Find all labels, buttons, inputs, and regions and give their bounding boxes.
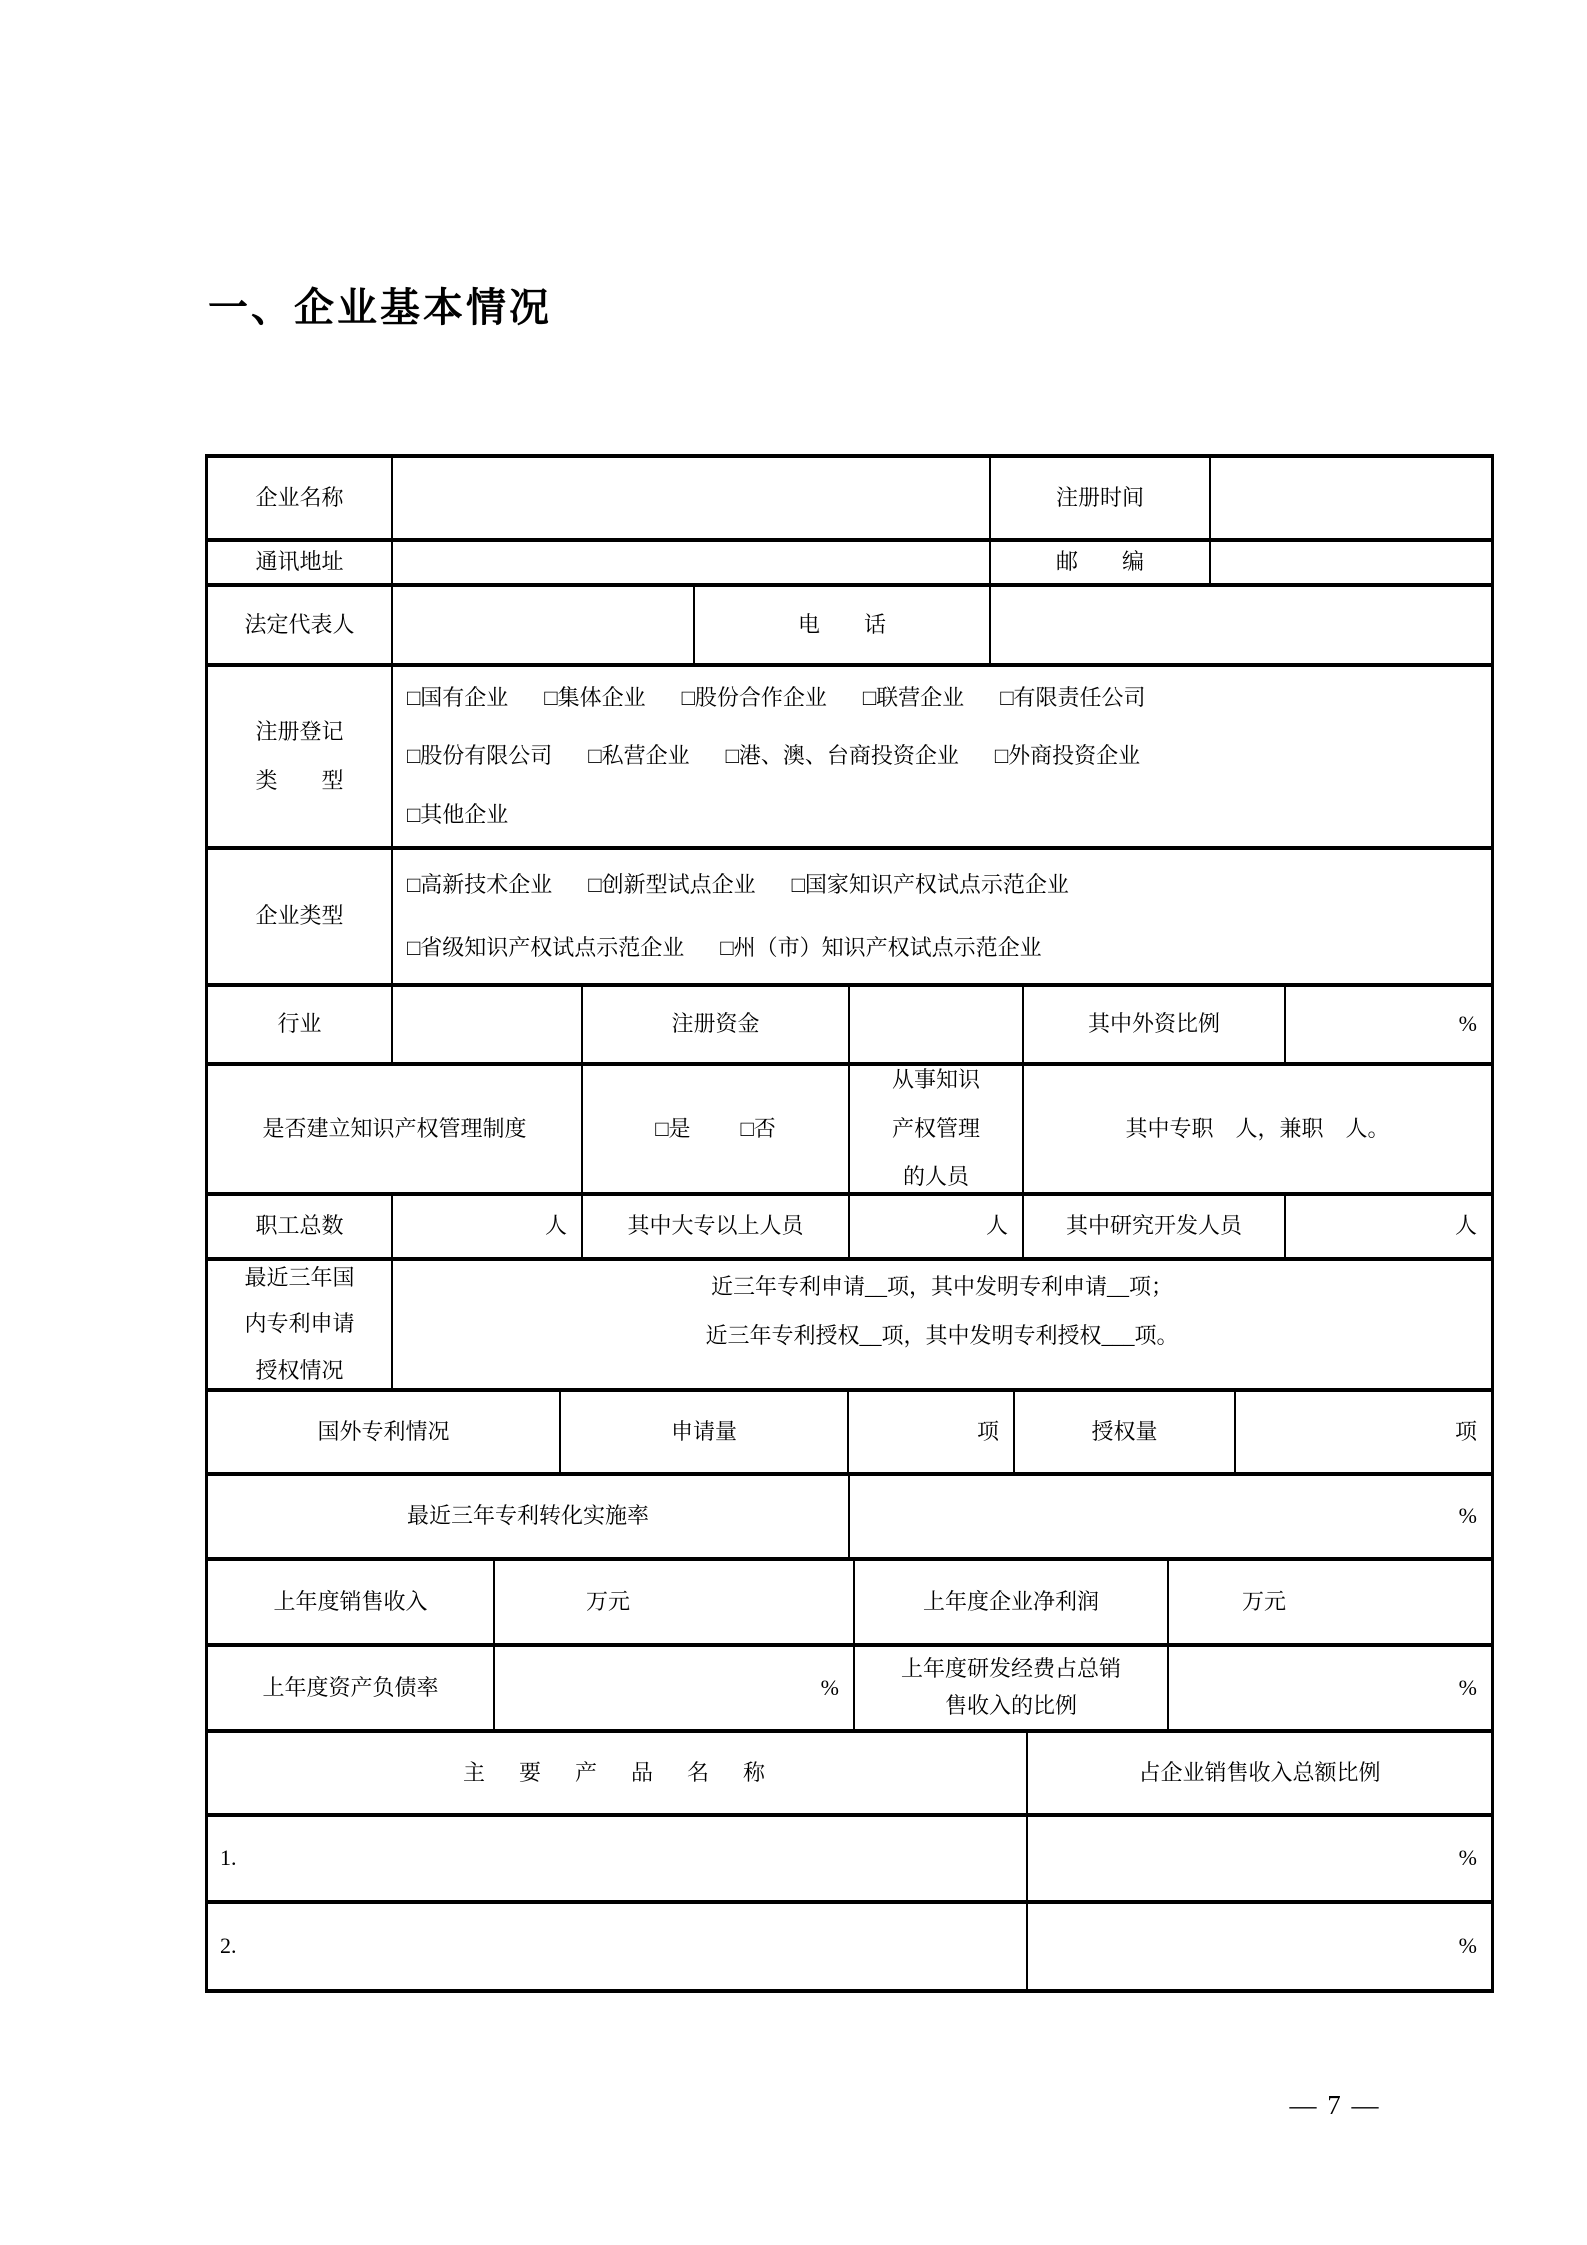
debt-ratio-label: 上年度资产负债率: [208, 1647, 495, 1729]
checkbox-stock-cooperative[interactable]: □股份合作企业: [681, 684, 827, 710]
postcode-label: 邮 编: [991, 542, 1211, 583]
rd-expense-label: 上年度研发经费占总销 售收入的比例: [855, 1647, 1169, 1729]
enterprise-name-input[interactable]: [393, 458, 991, 538]
page-title: 一、企业基本情况: [208, 286, 552, 330]
total-staff-label: 职工总数: [208, 1196, 393, 1257]
rd-expense-input[interactable]: %: [1458, 1674, 1477, 1700]
enterprise-type-options: [393, 850, 1491, 983]
product-1-input[interactable]: 1.: [208, 1817, 1028, 1900]
debt-ratio-input[interactable]: %: [495, 1647, 855, 1729]
checkbox-innovation-pilot[interactable]: □创新型试点企业: [588, 871, 756, 897]
row-product-2: [208, 1904, 1491, 1989]
application-count-input[interactable]: 项: [849, 1392, 1015, 1472]
checkbox-high-tech[interactable]: □高新技术企业: [407, 871, 553, 897]
checkbox-hk-mo-tw-invested[interactable]: □港、澳、台商投资企业: [725, 743, 959, 769]
domestic-patent-detail[interactable]: 近三年专利申请__项，其中发明专利申请__项； 近三年专利授权__项，其中发明专利授权___项。: [705, 1274, 1179, 1348]
checkbox-national-ip-pilot[interactable]: □国家知识产权试点示范企业: [791, 871, 1069, 897]
ip-system-label: 是否建立知识产权管理制度: [208, 1066, 583, 1192]
industry-input[interactable]: [393, 987, 583, 1062]
foreign-ratio-input[interactable]: %: [1458, 1011, 1477, 1037]
row-domestic-patents: [208, 1261, 1491, 1392]
row-registration-type: [208, 667, 1491, 850]
row-address: [208, 542, 1491, 587]
foreign-patent-label: 国外专利情况: [208, 1392, 561, 1472]
ip-staff-label: 从事知识 产权管理 的人员: [850, 1066, 1024, 1192]
checkbox-no[interactable]: □否: [740, 1115, 776, 1141]
checkbox-other-enterprise[interactable]: □其他企业: [407, 801, 509, 827]
net-profit-label: 上年度企业净利润: [855, 1561, 1169, 1643]
row-enterprise-name: [208, 458, 1491, 542]
product-2-input[interactable]: 2.: [208, 1904, 1028, 1989]
row-product-header: [208, 1733, 1491, 1817]
foreign-ratio-label: 其中外资比例: [1024, 987, 1286, 1062]
checkbox-state-owned[interactable]: □国有企业: [407, 684, 509, 710]
enterprise-name-label: 企业名称: [208, 458, 393, 538]
total-staff-input[interactable]: 人: [393, 1196, 583, 1257]
reg-type-options-line3: [407, 801, 508, 830]
reg-time-input[interactable]: [1211, 458, 1491, 538]
row-sales-profit: [208, 1561, 1491, 1647]
rd-staff-input[interactable]: 人: [1454, 1213, 1477, 1239]
legal-rep-label: 法定代表人: [208, 587, 393, 663]
row-enterprise-type: [208, 850, 1491, 987]
domestic-patent-label: 最近三年国 内专利申请 授权情况: [208, 1261, 393, 1388]
reg-type-options-line2: [407, 742, 1140, 771]
rd-staff-label: 其中研究开发人员: [1024, 1196, 1286, 1257]
net-profit-input[interactable]: 万元: [1241, 1588, 1286, 1614]
phone-label: 电 话: [695, 587, 991, 663]
enterprise-type-label: 企业类型: [208, 850, 393, 983]
address-input[interactable]: [393, 542, 991, 583]
grant-count-label: 授权量: [1015, 1392, 1236, 1472]
enterprise-type-options-line2: [407, 934, 1042, 963]
checkbox-joint-operation[interactable]: □联营企业: [862, 684, 965, 710]
address-label: 通讯地址: [208, 542, 393, 583]
product-1-ratio-input[interactable]: %: [1458, 1845, 1477, 1871]
sales-revenue-input[interactable]: 万元: [495, 1561, 855, 1643]
checkbox-provincial-ip-pilot[interactable]: □省级知识产权试点示范企业: [407, 934, 685, 960]
row-ip-management: [208, 1066, 1491, 1196]
application-count-label: 申请量: [561, 1392, 849, 1472]
patent-conversion-label: 最近三年专利转化实施率: [208, 1476, 850, 1557]
checkbox-city-ip-pilot[interactable]: □州（市）知识产权试点示范企业: [720, 934, 1042, 960]
product-name-header: 主 要 产 品 名 称: [208, 1733, 1028, 1813]
ip-staff-detail[interactable]: 其中专职 人，兼职 人。: [1125, 1115, 1390, 1141]
reg-type-options-line1: [407, 684, 1145, 713]
checkbox-private[interactable]: □私营企业: [588, 743, 690, 769]
sales-ratio-header: 占企业销售收入总额比例: [1138, 1759, 1381, 1785]
industry-label: 行业: [208, 987, 393, 1062]
patent-conversion-input[interactable]: %: [1458, 1503, 1477, 1529]
checkbox-yes[interactable]: □是: [655, 1115, 691, 1141]
form-table: [205, 454, 1494, 1993]
reg-time-label: 注册时间: [991, 458, 1211, 538]
enterprise-type-options-line1: [407, 871, 1069, 900]
checkbox-limited-liability[interactable]: □有限责任公司: [1000, 684, 1146, 710]
row-industry: [208, 987, 1491, 1066]
registration-type-options: [393, 667, 1491, 846]
row-patent-conversion: [208, 1476, 1491, 1561]
registered-capital-input[interactable]: [850, 987, 1024, 1062]
checkbox-stock-company[interactable]: □股份有限公司: [407, 743, 553, 769]
row-product-1: [208, 1817, 1491, 1904]
college-staff-input[interactable]: 人: [850, 1196, 1024, 1257]
checkbox-foreign-invested[interactable]: □外商投资企业: [994, 743, 1141, 769]
ip-system-choice: [583, 1066, 850, 1192]
checkbox-collective[interactable]: □集体企业: [544, 684, 646, 710]
page-number: — 7 —: [1289, 2090, 1381, 2120]
row-legal-representative: [208, 587, 1491, 667]
registered-capital-label: 注册资金: [583, 987, 850, 1062]
sales-revenue-label: 上年度销售收入: [208, 1561, 495, 1643]
college-staff-label: 其中大专以上人员: [583, 1196, 850, 1257]
product-2-ratio-input[interactable]: %: [1458, 1933, 1477, 1959]
legal-rep-input[interactable]: [393, 587, 695, 663]
row-foreign-patents: [208, 1392, 1491, 1476]
postcode-input[interactable]: [1211, 542, 1491, 583]
row-debt-rd: [208, 1647, 1491, 1733]
registration-type-label: 注册登记 类 型: [208, 667, 393, 846]
grant-count-input[interactable]: 项: [1454, 1418, 1477, 1444]
row-staff-count: [208, 1196, 1491, 1261]
phone-input[interactable]: [991, 587, 1491, 663]
